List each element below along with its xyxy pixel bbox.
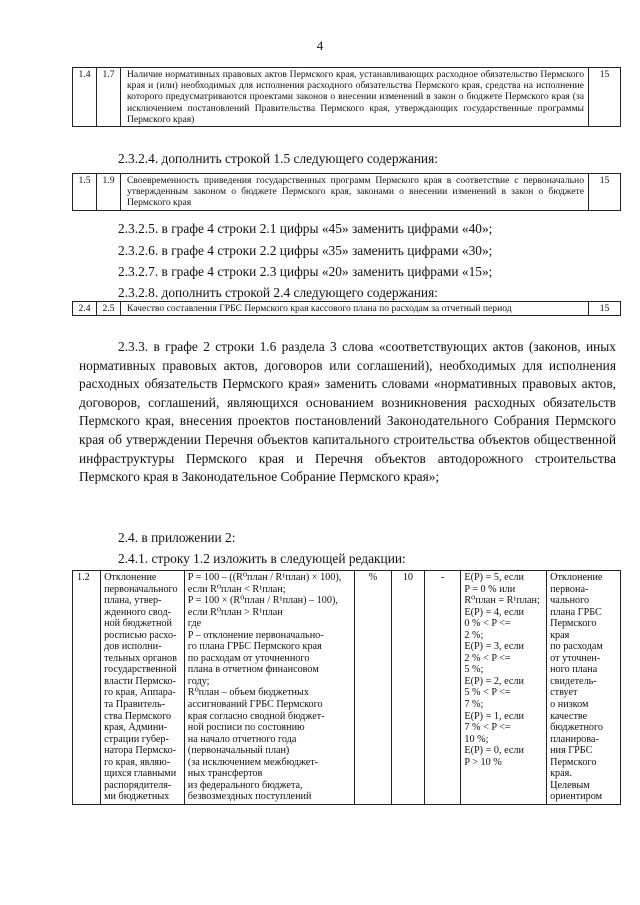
cell-line: планирова- [550,733,599,745]
cell-line: R⁰план = R¹план; [464,595,540,607]
table-row [73,302,621,316]
cell-line: края. [550,768,572,780]
cell-indicator-text: Наличие нормативных правовых актов Пермского края, устанавливающих расходное обязательство Пермского края и (или) необходимых для исполнения расходного обязательства Пермского края, средства на исполнение которого предусматриваются проектами законов о внесении изменений в закон о бюджете Пермского края (за исключением постановлений Правительства Пермского края, утверждающих государственные программы Пермского края) [121,68,589,127]
cell-line: (первоначальный план) [187,745,290,757]
cell-line: ной росписи по состоянию [187,722,305,734]
item-2-3-2-6: 2.3.2.6. в графе 4 строки 2.2 цифры «35» заменить цифрами «30»; [118,243,493,258]
cell-line: края, Админи- [104,722,168,734]
item-2-3-3-paragraph: 2.3.3. в графе 2 строки 1.6 раздела 3 слова «соответствующих актов (законов, иных нормативных правовых актов, договоров или соглашений), необходимых для исполнения расходных обязательств Пермского края» заменить словами «нормативных правовых актов, договоров, соглашений, являющихся основанием возникновения расходных обязательств Пермского края, внесения проектов постановлений Законодательного Собрания Пермского края об утверждении Перечня объектов капитального строительства объектов общественной инфраструктуры Пермского края и Перечня объектов автодорожного строительства Пермского края в Законодательное Собрание Пермского края»; [79,339,616,485]
cell-line: росписью расхо- [104,629,177,641]
cell-number: 1.2 [73,571,101,805]
cell-line: R⁰план – объем бюджетных [187,687,309,699]
cell-line: по расходам [550,641,603,653]
cell-line: свидетель- [550,675,597,687]
cell-line: плана, утвер- [104,595,162,607]
cell-line: первона- [550,583,589,595]
row-1-2-table [72,570,621,805]
cell-line: если R⁰план < R¹план; [187,583,286,595]
cell-score: 15 [589,174,621,211]
cell-line: ния ГРБС [550,745,593,757]
cell-indicator-name [101,571,185,805]
cell-line: бюджетного [550,722,604,734]
cell-line: го края, являю- [104,756,171,768]
item-2-3-2-8: 2.3.2.8. дополнить строкой 2.4 следующего содержания: [118,285,438,300]
cell-line: первоначального [104,583,178,595]
cell-line: E(P) = 4, если [464,606,524,618]
cell-dash: - [425,571,461,805]
cell-line: по расходам от уточненного [187,652,310,664]
cell-line: P > 10 % [464,756,502,768]
table-row [73,571,621,805]
cell-line: жденного свод- [104,606,172,618]
cell-line: ми бюджетных [104,791,170,803]
cell-line: страции губер- [104,733,169,745]
cell-line: от уточнен- [550,652,601,664]
cell-line: P = 100 × (R⁰план / R¹план) – 100), [187,595,338,607]
item-2-4: 2.4. в приложении 2: [118,530,236,545]
cell-line: 7 % < P <= [464,722,511,734]
cell-line: P – отклонение первоначально- [187,629,324,641]
cell-index: 1.9 [97,174,121,211]
cell-line: ствует [550,687,578,699]
page-number: 4 [316,38,324,53]
cell-line: плана в отчетном финансовом [187,664,319,676]
cell-line: го края, Аппара- [104,687,176,699]
row-2-4-table [72,301,621,316]
cell-line: E(P) = 3, если [464,641,524,653]
cell-index: 2.5 [97,302,121,316]
cell-line: 5 %; [464,664,484,676]
cell-line: Пермского [550,618,597,630]
cell-line: края [550,629,570,641]
cell-line: та Правитель- [104,699,166,711]
cell-line: P = 0 % или [464,583,516,595]
cell-line: 7 %; [464,699,484,711]
cell-line: Отклонение [104,572,157,583]
cell-line: Целевым [550,779,590,791]
cell-section: 1.5 [73,174,97,211]
cell-line: где [187,618,202,630]
cell-line: Пермского [550,756,597,768]
cell-line: году; [187,675,210,687]
cell-line: чального [550,595,590,607]
cell-line: ства Пермского [104,710,172,722]
cell-line: 2 %; [464,629,484,641]
cell-formula [184,571,355,805]
cell-line: 5 % < P <= [464,687,511,699]
cell-line: (за исключением межбюджет- [187,756,319,768]
cell-line: государственной [104,664,177,676]
cell-section: 1.4 [73,68,97,127]
cell-line: распорядителя- [104,779,172,791]
table-row [73,68,621,127]
cell-line: плана ГРБС [550,606,602,618]
cell-line: натора Пермско- [104,745,177,757]
cell-line: если R⁰план > R¹план [187,606,283,618]
cell-line: качестве [550,710,588,722]
cell-line: тельных органов [104,652,177,664]
cell-line: о низком [550,699,589,711]
cell-score-scale [461,571,547,805]
table-row [73,174,621,211]
cell-line: из федерального бюджета, [187,779,303,791]
cell-line: ных трансфертов [187,768,263,780]
cell-line: ориентиром [550,791,603,803]
cell-line: 2 % < P <= [464,652,511,664]
item-2-3-2-4: 2.3.2.4. дополнить строкой 1.5 следующего содержания: [118,151,438,166]
cell-line: щихся главными [104,768,177,780]
row-1-5-table [72,173,621,211]
cell-score: 15 [589,68,621,127]
cell-score: 15 [589,302,621,316]
cell-line: 10 %; [464,733,489,745]
cell-line: края согласно сводной бюджет- [187,710,325,722]
cell-indicator-text: Своевременность приведения государственных программ Пермского края в соответствие с первоначально утвержденным законом о бюджете Пермского края, законами о внесении изменений в закон о бюджете Пермского края [121,174,589,211]
item-2-3-2-5: 2.3.2.5. в графе 4 строки 2.1 цифры «45» заменить цифрами «40»; [118,221,493,236]
cell-line: дов исполни- [104,641,162,653]
cell-line: E(P) = 0, если [464,745,524,757]
cell-line: E(P) = 1, если [464,710,524,722]
cell-weight: 10 [391,571,424,805]
cell-line: ного плана [550,664,598,676]
cell-line: E(P) = 2, если [464,675,524,687]
cell-line: власти Пермско- [104,675,177,687]
cell-line: P = 100 – ((R⁰план / R¹план) × 100), [187,572,342,583]
item-2-4-1: 2.4.1. строку 1.2 изложить в следующей редакции: [118,551,406,566]
cell-line: го плана ГРБС Пермского края [187,641,322,653]
cell-line: ассигнований ГРБС Пермского [187,699,323,711]
cell-line: ной бюджетной [104,618,172,630]
cell-line: Отклонение [550,572,603,583]
cell-line: на начало отчетного года [187,733,297,745]
cell-line: E(P) = 5, если [464,572,524,583]
cell-line: безвозмездных поступлений [187,791,312,803]
cell-section: 2.4 [73,302,97,316]
row-1-4-table [72,67,621,127]
cell-index: 1.7 [97,68,121,127]
item-2-3-2-7: 2.3.2.7. в графе 4 строки 2.3 цифры «20» заменить цифрами «15»; [118,264,493,279]
cell-comment [547,571,621,805]
cell-indicator-text: Качество составления ГРБС Пермского края кассового плана по расходам за отчетный период [121,302,589,316]
cell-unit: % [355,571,391,805]
cell-line: 0 % < P <= [464,618,511,630]
